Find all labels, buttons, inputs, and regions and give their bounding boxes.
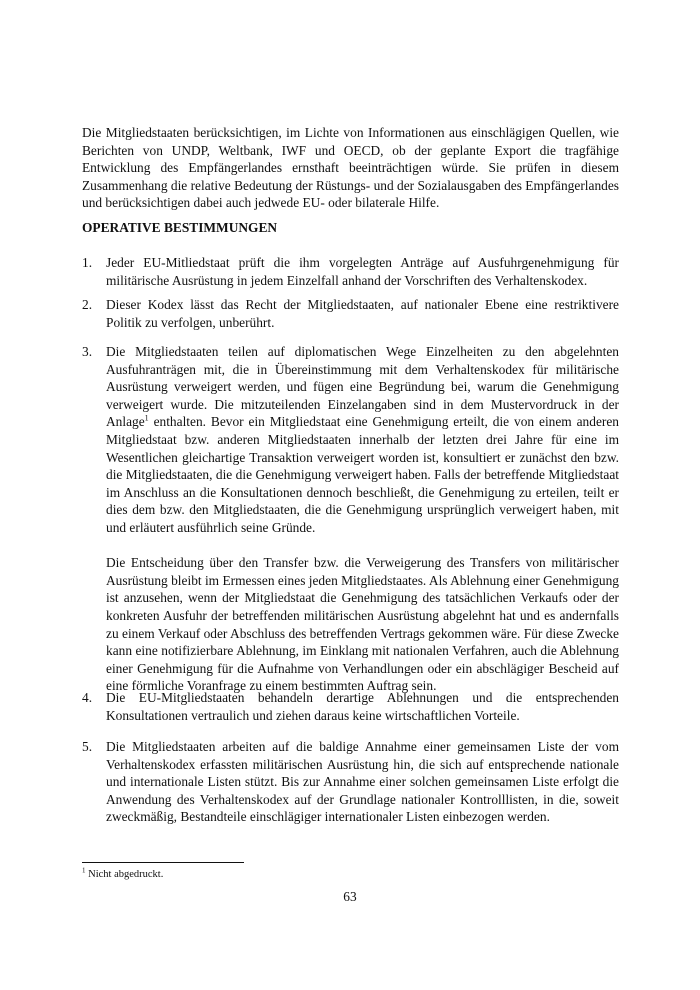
- footnote-divider: [82, 862, 244, 863]
- item-text: Die EU-Mitgliedstaaten behandeln derartige Ablehnungen und die entsprechenden Konsultationen vertraulich und ziehen daraus keine wirtschaftlichen Vorteile.: [106, 690, 619, 723]
- intro-paragraph: Die Mitgliedstaaten berücksichtigen, im Lichte von Informationen aus einschlägigen Quellen, wie Berichten von UNDP, Weltbank, IWF und OECD, ob der geplante Export die tragfähige Entwicklung des Empfängerlandes ernsthaft beeinträchtigen würde. Sie prüfen in diesem Zusammenhang die relative Bedeutung der Rüstungs- und der Sozialausgaben des Empfängerlandes und berücksichtigen dabei auch jedwede EU- oder bilaterale Hilfe.: [82, 125, 619, 211]
- item-text: [106, 343, 619, 537]
- item-number: 1.: [82, 255, 93, 270]
- item-text: Dieser Kodex lässt das Recht der Mitgliedstaaten, auf nationaler Ebene eine restriktivere Politik zu verfolgen, unberührt.: [106, 297, 619, 330]
- list-item-3: [82, 343, 619, 695]
- item-number: 5.: [82, 739, 93, 754]
- list-item-5: [82, 738, 619, 826]
- item-paragraph-2: Die Entscheidung über den Transfer bzw. die Verweigerung des Transfers von militärischer Ausrüstung bleibt im Ermessen eines jeden Mitgliedstaates. Als Ablehnung einer Genehmigung ist anzusehen, wenn der Mitgliedstaat die Genehmigung des tatsächlichen Verkaufs oder der konkreten Ausfuhr der betreffenden militärischen Ausrüstung abgelehnt hat und es andernfalls zu einem Verkauf oder Abschluss des betreffenden Vertrags gekommen wäre. Für diese Zwecke kann eine notifizierbare Ablehnung, im Einklang mit nationalen Verfahren, auch die Ablehnung einer Genehmigung für die Aufnahme von Verhandlungen oder ein abschlägiger Bescheid auf eine förmliche Voranfrage zu einem bestimmten Auftrag sein.: [106, 555, 619, 694]
- item-text: Die Mitgliedstaaten arbeiten auf die baldige Annahme einer gemeinsamen Liste der vom Verhaltenskodex erfassten militärischen Ausrüstung hin, die sich auf entsprechende nationale und internationale Listen stützt. Bis zur Annahme einer solchen gemeinsamen Liste erfolgt die Anwendung des Verhaltenskodex auf der Grundlage nationaler Kontrolllisten, in die, soweit zweckmäßig, Bestandteile einschlägiger internationaler Listen einbezogen werden.: [106, 739, 619, 825]
- list-item-2: [82, 296, 619, 331]
- footnote-mark: 1: [82, 866, 86, 875]
- footnote-reference: 1: [144, 413, 149, 423]
- footnote: [82, 868, 163, 881]
- item-number: 3.: [82, 344, 93, 359]
- item-text-part-b: enthalten. Bevor ein Mitgliedstaat eine Genehmigung erteilt, die von einem anderen Mitgliedstaat bzw. anderen Mitgliedstaaten innerhalb der letzten drei Jahre für eine im Wesentlichen gleichartige Transaktion verweigert worden ist, konsultiert er zunächst den bzw. die Mitgliedstaaten, die die Genehmigung verweigert haben. Falls der betreffende Mitgliedstaat im Anschluss an die Konsultationen dennoch beschließt, die Genehmigung zu erteilen, teilt er dies dem bzw. den Mitgliedstaaten, die die Genehmigung ursprünglich verweigert haben, mit und erläutert ausführlich seine Gründe.: [106, 414, 619, 535]
- list-item-1: [82, 254, 619, 289]
- page-number: 63: [343, 889, 357, 904]
- section-heading: OPERATIVE BESTIMMUNGEN: [82, 220, 278, 235]
- item-number: 2.: [82, 297, 93, 312]
- item-text: Jeder EU-Mitliedstaat prüft die ihm vorgelegten Anträge auf Ausfuhrgenehmigung für militärische Ausrüstung in jedem Einzelfall anhand der Vorschriften des Verhaltenskodex.: [106, 255, 619, 288]
- footnote-text: Nicht abgedruckt.: [85, 869, 164, 880]
- item-number: 4.: [82, 690, 93, 705]
- item-text-part-a: Die Mitgliedstaaten teilen auf diplomatischen Wege Einzelheiten zu den abgelehnten Ausfuhranträgen mit, die in Übereinstimmung mit dem Verhaltenskodex für militärische Ausrüstung verweigert werden, und fügen eine Begründung bei, warum die Genehmigung verweigert wurde. Die mitzuteilenden Einzelangaben sind in dem Mustervordruck in der Anlage: [106, 344, 619, 430]
- list-item-4: [82, 689, 619, 724]
